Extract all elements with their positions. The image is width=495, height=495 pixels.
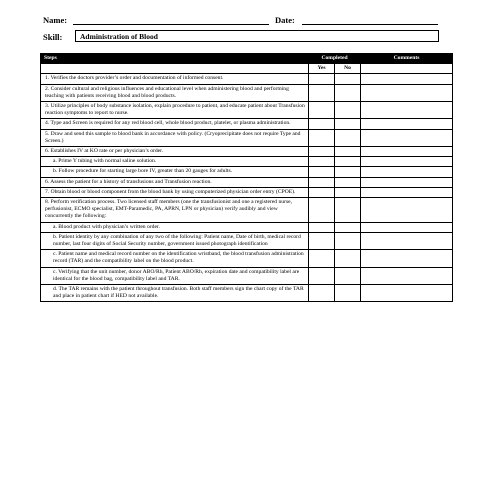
- comments-cell[interactable]: [361, 74, 453, 84]
- no-cell[interactable]: [335, 147, 361, 157]
- col-comments: Comments: [361, 54, 453, 64]
- table-row: [41, 147, 453, 157]
- no-cell[interactable]: [335, 119, 361, 129]
- comments-cell[interactable]: [361, 198, 453, 223]
- comments-cell[interactable]: [361, 129, 453, 146]
- skill-label: Skill:: [43, 32, 63, 42]
- yes-cell[interactable]: [309, 232, 335, 249]
- no-cell[interactable]: [335, 232, 361, 249]
- step-text: 2. Consider cultural and religious influences and educational level when administering blood and performing teaching with patients receiving blood and blood products.: [41, 84, 309, 101]
- comments-cell[interactable]: [361, 250, 453, 267]
- table-row: [41, 285, 453, 302]
- blank-header: [361, 64, 453, 74]
- step-text: 4. Type and Screen is required for any red blood cell, whole blood product, platelet, or plasma administration.: [41, 119, 309, 129]
- step-text: 7. Obtain blood or blood component from the blood bank by using computerized physician order entry (CPOE).: [41, 187, 309, 197]
- table-row: [41, 250, 453, 267]
- step-text: c. Verifying that the unit number, donor ABO/Rh, Patient ABO/Rh, expiration date and compatibility label are identical for the blood bag, compatibility label and TAR.: [41, 267, 309, 284]
- table-row: [41, 198, 453, 223]
- step-text: 8. Perform verification process. Two licensed staff members (one the transfusionist and one a registered nurse, perfusionist, ECMO specialist, EMT-Paramedic, PA, APRN, LPN or physician) verify audibly and view concurrently the following:: [41, 198, 309, 223]
- skill-value: Administration of Blood: [75, 30, 439, 42]
- col-no: No: [335, 64, 361, 74]
- yes-cell[interactable]: [309, 250, 335, 267]
- step-text: 6. Establishes IV at KO rate or per physician’s order.: [41, 147, 309, 157]
- step-text: b. Patient identity by any combination of any two of the following: Patient name, Date of birth, medical record number, last four digits of Social Security number, government issued photograph identification: [41, 232, 309, 249]
- comments-cell[interactable]: [361, 285, 453, 302]
- yes-cell[interactable]: [309, 119, 335, 129]
- yes-cell[interactable]: [309, 102, 335, 119]
- step-text: 6. Assess the patient for a history of transfusions and Transfusion reaction.: [41, 177, 309, 187]
- comments-cell[interactable]: [361, 119, 453, 129]
- yes-cell[interactable]: [309, 267, 335, 284]
- comments-cell[interactable]: [361, 232, 453, 249]
- table-row: [41, 129, 453, 146]
- yes-cell[interactable]: [309, 129, 335, 146]
- no-cell[interactable]: [335, 222, 361, 232]
- checklist-table: [40, 53, 453, 302]
- no-cell[interactable]: [335, 285, 361, 302]
- comments-cell[interactable]: [361, 267, 453, 284]
- comments-cell[interactable]: [361, 167, 453, 177]
- no-cell[interactable]: [335, 267, 361, 284]
- no-cell[interactable]: [335, 198, 361, 223]
- col-completed: Completed: [309, 54, 361, 64]
- step-text: 3. Utilize principles of body substance isolation, explain procedure to patient, and educate patient about Transfusion reaction symptoms to report to nurse.: [41, 102, 309, 119]
- comments-cell[interactable]: [361, 84, 453, 101]
- table-row: [41, 102, 453, 119]
- date-field[interactable]: [302, 24, 438, 25]
- table-row: [41, 157, 453, 167]
- yes-cell[interactable]: [309, 147, 335, 157]
- yes-cell[interactable]: [309, 198, 335, 223]
- table-row: [41, 177, 453, 187]
- col-yes: Yes: [309, 64, 335, 74]
- no-cell[interactable]: [335, 187, 361, 197]
- no-cell[interactable]: [335, 167, 361, 177]
- no-cell[interactable]: [335, 84, 361, 101]
- no-cell[interactable]: [335, 177, 361, 187]
- table-row: [41, 84, 453, 101]
- yes-cell[interactable]: [309, 285, 335, 302]
- table-row: [41, 267, 453, 284]
- no-cell[interactable]: [335, 102, 361, 119]
- step-text: 1. Verifies the doctors provider’s order and documentation of informed consent.: [41, 74, 309, 84]
- no-cell[interactable]: [335, 129, 361, 146]
- step-text: c. Patient name and medical record number on the identification wristband, the blood transfusion administration record (TAR) and the compatibility label on the blood product.: [41, 250, 309, 267]
- yes-cell[interactable]: [309, 74, 335, 84]
- comments-cell[interactable]: [361, 187, 453, 197]
- yes-cell[interactable]: [309, 167, 335, 177]
- table-row: [41, 232, 453, 249]
- table-row: [41, 167, 453, 177]
- no-cell[interactable]: [335, 250, 361, 267]
- yes-cell[interactable]: [309, 177, 335, 187]
- blank-header: [41, 64, 309, 74]
- comments-cell[interactable]: [361, 157, 453, 167]
- yes-cell[interactable]: [309, 157, 335, 167]
- step-text: a. Prime Y tubing with normal saline solution.: [41, 157, 309, 167]
- name-field[interactable]: [73, 24, 269, 25]
- comments-cell[interactable]: [361, 222, 453, 232]
- comments-cell[interactable]: [361, 102, 453, 119]
- yes-cell[interactable]: [309, 187, 335, 197]
- comments-cell[interactable]: [361, 177, 453, 187]
- step-text: d. The TAR remains with the patient throughout transfusion. Both staff members sign the chart copy of the TAR and place in patient chart if HED not available.: [41, 285, 309, 302]
- table-row: [41, 222, 453, 232]
- table-row: [41, 74, 453, 84]
- name-label: Name:: [43, 15, 68, 25]
- no-cell[interactable]: [335, 157, 361, 167]
- date-label: Date:: [275, 15, 295, 25]
- yes-cell[interactable]: [309, 222, 335, 232]
- table-row: [41, 119, 453, 129]
- step-text: a. Blood product with physician’s written order.: [41, 222, 309, 232]
- table-row: [41, 187, 453, 197]
- step-text: 5. Draw and send this sample to blood bank in accordance with policy. (Cryoprecipitate does not require Type and Screen.): [41, 129, 309, 146]
- no-cell[interactable]: [335, 74, 361, 84]
- comments-cell[interactable]: [361, 147, 453, 157]
- step-text: b. Follow procedure for starting large bore IV, greater than 20 gauges for adults.: [41, 167, 309, 177]
- col-steps: Steps: [41, 54, 309, 64]
- yes-cell[interactable]: [309, 84, 335, 101]
